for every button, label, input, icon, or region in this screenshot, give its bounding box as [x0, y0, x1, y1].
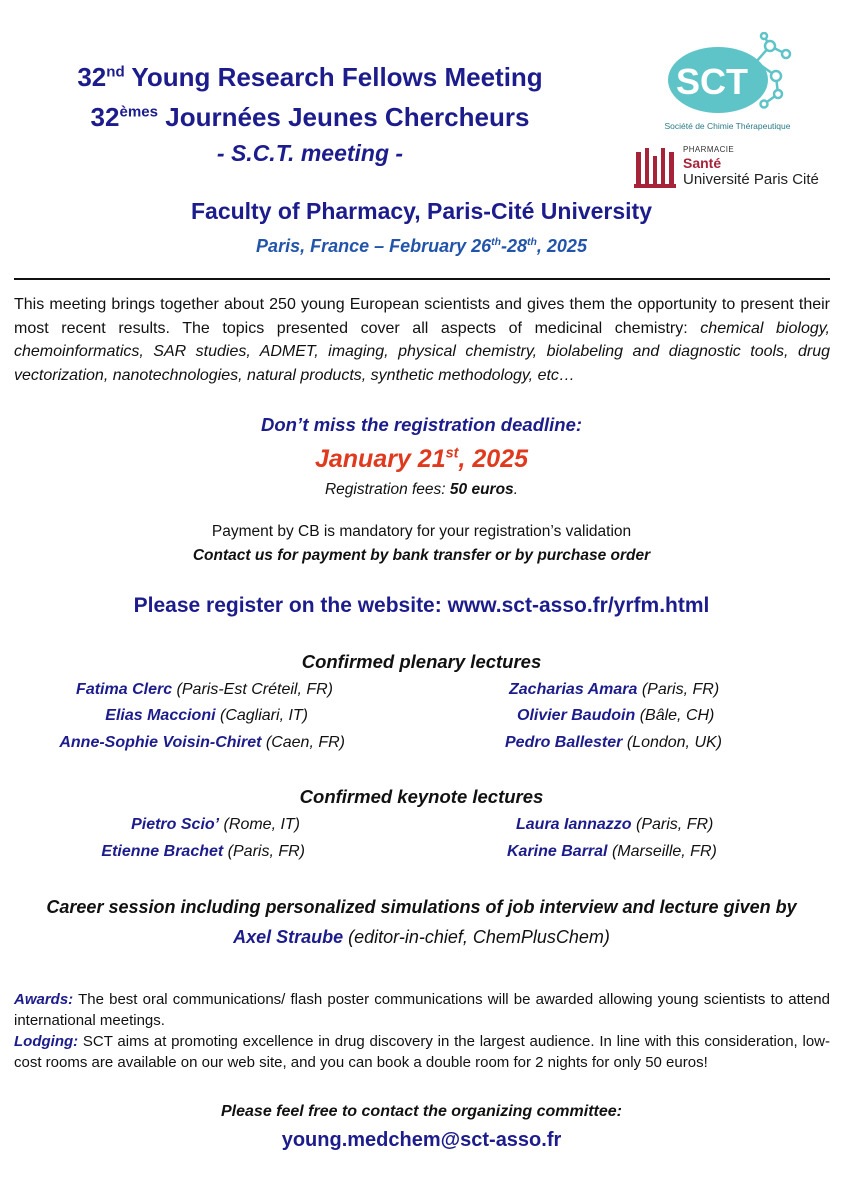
keynote-heading: Confirmed keynote lectures: [299, 786, 544, 807]
keynote-speaker: Laura Iannazzo (Paris, FR): [516, 816, 714, 833]
keynote-speaker: Karine Barral (Marseille, FR): [507, 843, 717, 860]
sct-logo-text: SCT: [676, 61, 748, 102]
subtitle: - S.C.T. meeting -: [216, 140, 404, 166]
plenary-speaker: Pedro Ballester (London, UK): [505, 734, 722, 751]
venue: Faculty of Pharmacy, Paris-Cité University: [190, 198, 653, 224]
payment-note: Payment by CB is mandatory for your registration’s validation: [211, 523, 632, 540]
upc-university: Université Paris Cité: [683, 171, 819, 188]
career-session: Career session including personalized simulations of job interview and lecture given by: [46, 897, 797, 917]
intro-paragraph: This meeting brings together about 250 young European scientists and gives them the opportunity to present their most recent results. The topics presented cover all aspects of medicinal chemistry: chemical biology, chemoinformatics, SAR studies, ADMET, imaging, physical chemistry, biolabeling and diagnostic tools, drug vectorization, nanotechnologies, natural products, synthetic methodology, etc…: [14, 296, 830, 384]
title-french: 32èmes Journées Jeunes Chercheurs: [90, 102, 530, 132]
contact-line: Please feel free to contact the organizing committee:: [221, 1103, 622, 1120]
deadline-label: Don’t miss the registration deadline:: [260, 414, 583, 435]
upc-pharmacie: PHARMACIE: [683, 145, 735, 154]
plenary-speaker: Olivier Baudoin (Bâle, CH): [517, 707, 715, 724]
plenary-speaker: Fatima Clerc (Paris-Est Créteil, FR): [76, 681, 333, 698]
register-link[interactable]: Please register on the website: www.sct-asso.fr/yrfm.html: [133, 594, 710, 617]
contact-email[interactable]: young.medchem@sct-asso.fr: [281, 1129, 562, 1151]
keynote-speaker: Pietro Scio’ (Rome, IT): [131, 816, 300, 833]
awards-paragraph: Awards: The best oral communications/ flash poster communications will be awarded allowing young scientists to attend international meetings.: [14, 991, 830, 1029]
lodging-paragraph: Lodging: SCT aims at promoting excellence in drug discovery in the largest audience. In line with this consideration, low-cost rooms are available on our web site, and you can book a double room for 2 nights for only 50 euros!: [14, 1033, 830, 1071]
plenary-speaker: Zacharias Amara (Paris, FR): [509, 681, 720, 698]
sct-caption: Société de Chimie Thérapeutique: [664, 121, 791, 131]
event-dates: Paris, France – February 26th-28th, 2025: [256, 236, 587, 256]
upc-logo: [632, 146, 678, 190]
plenary-speaker: Elias Maccioni (Cagliari, IT): [105, 707, 308, 724]
plenary-heading: Confirmed plenary lectures: [301, 651, 542, 672]
career-speaker: Axel Straube (editor-in-chief, ChemPlusChem): [233, 927, 610, 947]
divider: [14, 278, 830, 280]
keynote-speaker: Etienne Brachet (Paris, FR): [101, 843, 305, 860]
title-english: 32nd Young Research Fellows Meeting: [77, 62, 543, 92]
registration-fees: Registration fees: 50 euros.: [324, 481, 518, 498]
upc-sante: Santé: [683, 155, 722, 171]
plenary-speaker: Anne-Sophie Voisin-Chiret (Caen, FR): [59, 734, 345, 751]
deadline-date: January 21st, 2025: [314, 445, 529, 473]
payment-contact-note: Contact us for payment by bank transfer or by purchase order: [192, 547, 651, 564]
